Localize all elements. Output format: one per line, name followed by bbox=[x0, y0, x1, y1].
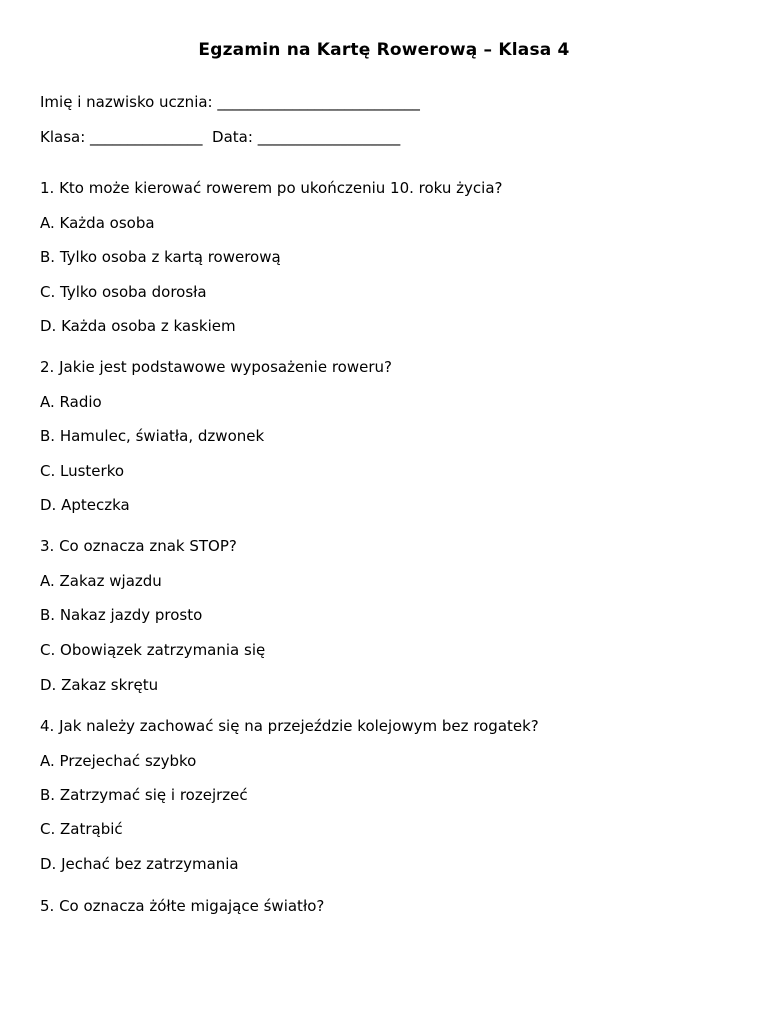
answer-2a: A. Radio bbox=[40, 393, 102, 411]
answer-4b: B. Zatrzymać się i rozejrzeć bbox=[40, 786, 248, 804]
question-5: 5. Co oznacza żółte migające światło? bbox=[40, 897, 325, 915]
student-name-field: Imię i nazwisko ucznia: ___________________________ bbox=[40, 93, 420, 111]
question-1: 1. Kto może kierować rowerem po ukończeniu 10. roku życia? bbox=[40, 179, 503, 197]
answer-1b: B. Tylko osoba z kartą rowerową bbox=[40, 248, 281, 266]
answer-3a: A. Zakaz wjazdu bbox=[40, 572, 162, 590]
question-4: 4. Jak należy zachować się na przejeździe kolejowym bez rogatek? bbox=[40, 717, 539, 735]
answer-4d: D. Jechać bez zatrzymania bbox=[40, 855, 239, 873]
answer-3c: C. Obowiązek zatrzymania się bbox=[40, 641, 266, 659]
answer-1d: D. Każda osoba z kaskiem bbox=[40, 317, 236, 335]
answer-2d: D. Apteczka bbox=[40, 496, 130, 514]
page-title: Egzamin na Kartę Rowerową – Klasa 4 bbox=[198, 40, 570, 60]
answer-2c: C. Lusterko bbox=[40, 462, 125, 480]
answer-3b: B. Nakaz jazdy prosto bbox=[40, 606, 203, 624]
answer-2b: B. Hamulec, światła, dzwonek bbox=[40, 427, 265, 445]
class-date-field: Klasa: _______________ Data: ___________________ bbox=[40, 128, 401, 146]
answer-4a: A. Przejechać szybko bbox=[40, 752, 197, 770]
answer-1a: A. Każda osoba bbox=[40, 214, 155, 232]
answer-4c: C. Zatrąbić bbox=[40, 820, 123, 838]
question-3: 3. Co oznacza znak STOP? bbox=[40, 537, 237, 555]
question-2: 2. Jakie jest podstawowe wyposażenie roweru? bbox=[40, 358, 392, 376]
answer-1c: C. Tylko osoba dorosła bbox=[40, 283, 207, 301]
answer-3d: D. Zakaz skrętu bbox=[40, 676, 159, 694]
